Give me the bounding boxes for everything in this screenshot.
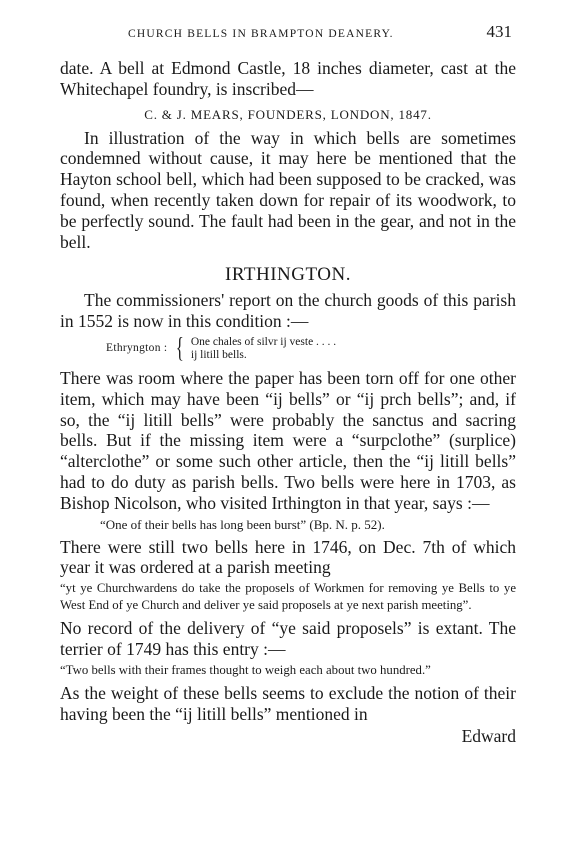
inventory-entry xyxy=(106,332,516,364)
page-body xyxy=(60,58,516,747)
paragraph-weight: As the weight of these bells seems to exclude the notion of their having been the “ij litill bells” mentioned in xyxy=(60,682,516,724)
paragraph-missing-item: There was room where the paper has been torn off for one other item, which may have been “ij bells” or “ij prch bells”; and, if so, the “ij litill bells” were probably the sanctus and sacring bells. But if the missing item were a “surpclothe” (surplice) “alterclothe” or some such other article, then the “ij litill bells” had to do duty as parish bells. Two bells were here in 1703, as Bishop Nicolson, who visited Irthington in that year, says :— xyxy=(60,367,516,513)
section-heading: IRTHINGTON. xyxy=(225,264,351,286)
quote-parish-meeting: “yt ye Churchwardens do take the proposels of Workmen for removing ye Bells to ye West End of ye Church and deliver ye said proposels at ye next parish meeting”. xyxy=(60,581,516,613)
running-title: CHURCH BELLS IN BRAMPTON DEANERY. xyxy=(128,28,394,40)
page-number: 431 xyxy=(486,22,512,41)
paragraph-edmond-castle: date. A bell at Edmond Castle, 18 inches diameter, cast at the Whitechapel foundry, is inscribed— xyxy=(60,58,516,99)
brace-symbol: { xyxy=(176,332,185,364)
inventory-items xyxy=(191,336,336,362)
quote-nicolson: “One of their bells has long been burst” (Bp. N. p. 52). xyxy=(100,516,385,532)
paragraph-commissioners-report: The commissioners' report on the church goods of this parish in 1552 is now in this condition :— xyxy=(60,290,516,332)
paragraph-hayton-bell: In illustration of the way in which bells are sometimes condemned without cause, it may here be mentioned that the Hayton school bell, which had been supposed to be cracked, was found, when recently taken down for repair of its woodwork, to be perfectly sound. The fault had been in the gear, and not in the bell. xyxy=(60,127,516,252)
inventory-place: Ethryngton : xyxy=(106,342,168,355)
quote-terrier: “Two bells with their frames thought to weigh each about two hundred.” xyxy=(60,662,431,677)
catchword: Edward xyxy=(461,726,516,747)
inventory-item: One chales of silvr ij veste . . . . xyxy=(190,335,337,348)
paragraph-1746: There were still two bells here in 1746, on Dec. 7th of which year it was ordered at a parish meeting xyxy=(60,536,516,578)
paragraph-no-record: No record of the delivery of “ye said proposels” is extant. The terrier of 1749 has this entry :— xyxy=(60,618,516,659)
bell-inscription: C. & J. MEARS, FOUNDERS, LONDON, 1847. xyxy=(144,106,432,122)
inventory-item: ij litill bells. xyxy=(190,348,247,361)
